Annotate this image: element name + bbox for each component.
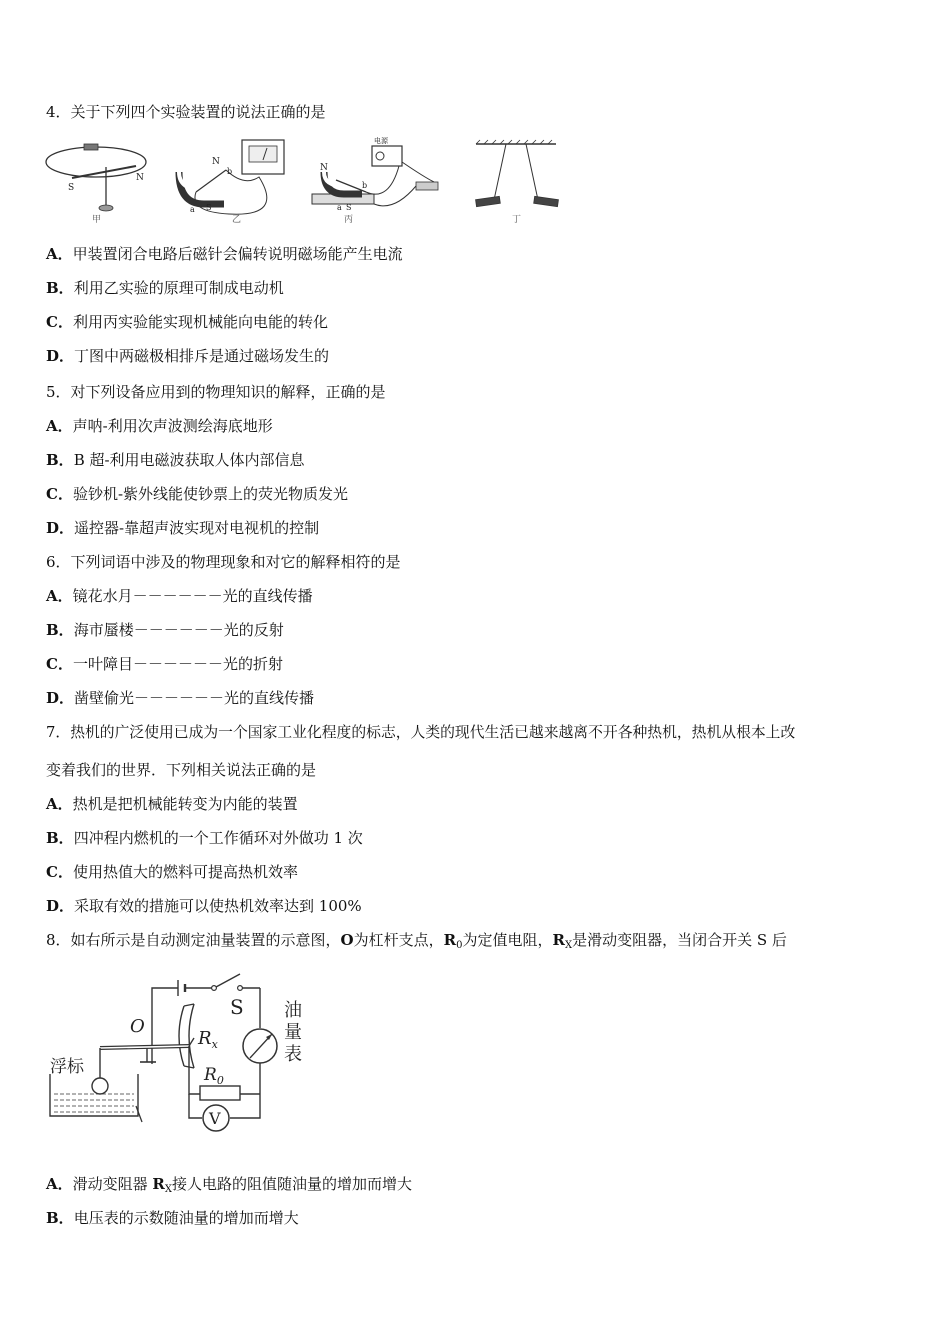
fig-caption-yi: 乙 <box>232 215 242 224</box>
q4-option-b: B．利用乙实验的原理可制成电动机 <box>46 279 284 297</box>
q8-option-a: A．滑动变阻器 $R_X$接人电路的阻值随油量的增加而增大 <box>46 1175 413 1195</box>
fig-yi-label-b: b <box>227 167 233 176</box>
q8-stem: 8．如右所示是自动测定油量装置的示意图，O为杠杆支点，$R_0$为定值电阻，$R_X$是滑动变阻器，当闭合开关 S 后 <box>46 931 787 951</box>
fig-yi-label-n: N <box>212 157 220 167</box>
figure-jia <box>46 144 146 224</box>
fig-bing-label-n: N <box>320 163 328 173</box>
figure-yi <box>179 140 284 224</box>
switch-label: S <box>230 995 244 1019</box>
fig-bing-label-a: a <box>337 203 342 212</box>
q8-option-b: B．电压表的示数随油量的增加而增大 <box>46 1209 299 1227</box>
pivot-label: O <box>130 1016 145 1037</box>
meter-label-1: 油 <box>284 1000 302 1021</box>
q6-option-d: D．凿壁偷光－－－－－－光的直线传播 <box>46 689 315 707</box>
fig-caption-ding: 丁 <box>512 215 522 224</box>
r0-label: $R_0$ <box>204 1065 224 1087</box>
voltmeter-label: V <box>209 1109 221 1128</box>
q6-stem: 6．下列词语中涉及的物理现象和对它的解释相符的是 <box>46 553 401 571</box>
fig-caption-bing: 丙 <box>344 215 354 224</box>
q5-option-c: C．验钞机-紫外线能使钞票上的荧光物质发光 <box>46 485 349 503</box>
fig-bing-label-power: 电源 <box>374 137 388 145</box>
q7-option-a: A．热机是把机械能转变为内能的装置 <box>46 795 298 813</box>
q4-option-a: A．甲装置闭合电路后磁针会偏转说明磁场能产生电流 <box>46 245 403 263</box>
q5-option-d: D．遥控器-靠超声波实现对电视机的控制 <box>46 519 320 537</box>
q7-option-c: C．使用热值大的燃料可提高热机效率 <box>46 863 298 881</box>
meter-label-3: 表 <box>284 1044 302 1065</box>
q7-option-b: B．四冲程内燃机的一个工作循环对外做功 1 次 <box>46 829 363 847</box>
fig-caption-jia: 甲 <box>92 215 102 224</box>
q6-option-a: A．镜花水月－－－－－－光的直线传播 <box>46 587 313 605</box>
fig-label-n: N <box>136 173 144 183</box>
rx-label: $R_x$ <box>198 1028 218 1051</box>
q5-option-b: B．B 超-利用电磁波获取人体内部信息 <box>46 451 305 469</box>
q4-option-c: C．利用丙实验能实现机械能向电能的转化 <box>46 313 328 331</box>
fig-label-s: S <box>68 183 75 193</box>
figure-bing <box>312 136 438 224</box>
fig-yi-label-a: a <box>190 205 195 214</box>
float-label: 浮标 <box>50 1057 84 1077</box>
q8-circuit-figure <box>44 966 314 1138</box>
q7-option-d: D．采取有效的措施可以使热机效率达到 100% <box>46 897 362 915</box>
fig-yi-label-s: S <box>206 203 212 212</box>
meter-label-2: 量 <box>284 1022 302 1043</box>
q6-option-c: C．一叶障目－－－－－－光的折射 <box>46 655 283 673</box>
fig-bing-label-b: b <box>362 181 368 190</box>
q7-stem-line1: 7．热机的广泛使用已成为一个国家工业化程度的标志，人类的现代生活已越来越离不开各种热机，热机从根本上改 <box>46 724 796 741</box>
q5-option-a: A．声呐-利用次声波测绘海底地形 <box>46 417 273 435</box>
q4-option-d: D．丁图中两磁极相排斥是通过磁场发生的 <box>46 347 330 365</box>
q6-option-b: B．海市蜃楼－－－－－－光的反射 <box>46 621 284 639</box>
q4-stem: 4．关于下列四个实验装置的说法正确的是 <box>46 103 326 121</box>
q7-stem-line2: 变着我们的世界．下列相关说法正确的是 <box>46 761 317 779</box>
q4-figures <box>44 132 574 224</box>
fig-bing-label-s: S <box>346 203 352 212</box>
q5-stem: 5．对下列设备应用到的物理知识的解释，正确的是 <box>46 383 386 401</box>
figure-ding <box>476 140 559 224</box>
